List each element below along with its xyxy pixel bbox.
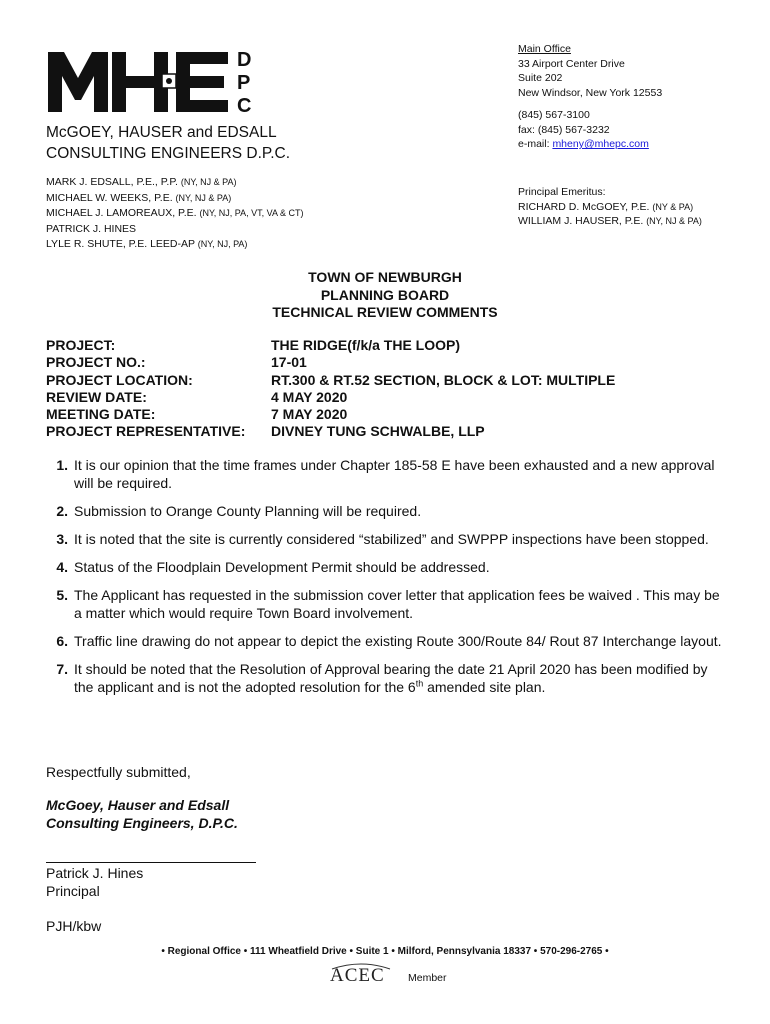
emeritus-item: RICHARD D. McGOEY, P.E. (NY & PA) (518, 200, 694, 213)
project-number-row: PROJECT NO.: 17-01 (46, 354, 307, 371)
comment-item: 2. Submission to Orange County Planning will be required. (56, 503, 422, 519)
email-line: e-mail: mheny@mhepc.com (518, 138, 649, 150)
principal-emeritus (518, 185, 702, 229)
office-address (518, 42, 662, 152)
signature-line (46, 862, 256, 863)
project-info (46, 337, 615, 441)
title-line: PLANNING BOARD (320, 286, 450, 303)
mhe-logo (48, 44, 263, 116)
project-location-row: PROJECT LOCATION: RT.300 & RT.52 SECTION, BLOCK & LOT: MULTIPLE (46, 371, 616, 388)
project-representative-row: PROJECT REPRESENTATIVE: DIVNEY TUNG SCHWALBE, LLP (46, 423, 485, 440)
comment-item: 6. Traffic line drawing do not appear to depict the existing Route 300/Route 84/ Rout 87 Interchange layout. (56, 633, 722, 649)
comment-item: 1. It is our opinion that the time frames under Chapter 185-58 E have been exhausted and a new approval will be required. (56, 457, 715, 491)
signature-firm (46, 796, 238, 832)
emeritus-heading: Principal Emeritus: (518, 186, 606, 198)
firm-name: McGOEY, HAUSER and EDSALL (46, 124, 277, 141)
title-line: TOWN OF NEWBURGH (308, 269, 462, 285)
principal-item: MICHAEL J. LAMOREAUX, P.E. (NY, NJ, PA, VT, VA & CT) (46, 207, 304, 220)
logo-letter-d: D (237, 49, 252, 71)
logo-letter-h (112, 52, 168, 112)
project-row: PROJECT: THE RIDGE(f/k/a THE LOOP) (46, 337, 461, 353)
comment-item: 3. It is noted that the site is currently considered “stabilized” and SWPPP inspections have been stopped. (56, 531, 709, 547)
principal-item: LYLE R. SHUTE, P.E. LEED-AP (NY, NJ, PA) (46, 238, 248, 251)
meeting-date-row: MEETING DATE: 7 MAY 2020 (46, 406, 348, 423)
logo-letter-e (176, 52, 228, 112)
principal-item: MICHAEL W. WEEKS, P.E. (NY, NJ & PA) (46, 191, 232, 204)
phone-number: (845) 567-3100 (518, 109, 590, 121)
logo-letter-p: P (237, 72, 251, 94)
comment-item: 5. The Applicant has requested in the submission cover letter that application fees be waived . This may be a matter which would require Town Board involvement. (56, 587, 720, 621)
emeritus-item: WILLIAM J. HAUSER, P.E. (NY, NJ & PA) (518, 215, 702, 227)
signer-title: Principal (46, 883, 100, 899)
firm-subtitle: CONSULTING ENGINEERS D.P.C. (46, 145, 291, 162)
acec-logo: ACEC (330, 965, 385, 986)
office-heading: Main Office (518, 43, 571, 55)
address-line: 33 Airport Center Drive (518, 57, 625, 70)
review-date-row: REVIEW DATE: 4 MAY 2020 (46, 388, 348, 405)
document-title (0, 269, 770, 322)
review-comments (46, 456, 726, 706)
member-label: Member (408, 972, 447, 984)
address-line: Suite 202 (518, 72, 563, 84)
signer-name: Patrick J. Hines (46, 865, 144, 881)
comment-item: 4. Status of the Floodplain Development Permit should be addressed. (56, 559, 490, 575)
closing-line: Respectfully submitted, (46, 764, 191, 780)
principal-item: PATRICK J. HINES (46, 222, 137, 235)
email-link[interactable]: mheny@mhepc.com (552, 138, 649, 150)
fax-number: fax: (845) 567-3232 (518, 123, 610, 136)
logo-letter-c: C (237, 95, 252, 116)
title-line: TECHNICAL REVIEW COMMENTS (272, 304, 498, 320)
comment-item: 7. It should be noted that the Resolution of Approval bearing the date 21 April 2020 has been modified by the applicant and is not the adopted resolution for the 6th amended site plan. (56, 661, 708, 695)
principals-list (46, 175, 304, 253)
address-line: New Windsor, New York 12553 (518, 86, 663, 99)
signature-firm-line: McGoey, Hauser and Edsall (46, 797, 230, 813)
signature-firm-line: Consulting Engineers, D.P.C. (46, 815, 238, 831)
principal-item: MARK J. EDSALL, P.E., P.P. (NY, NJ & PA) (46, 176, 237, 188)
logo-letter-m (48, 52, 108, 112)
regional-office-footer: • Regional Office • 111 Wheatfield Drive • Suite 1 • Milford, Pennsylvania 18337 • 570-296-2765 • (161, 946, 609, 957)
signer-block (46, 864, 143, 900)
typist-initials: PJH/kbw (46, 918, 102, 934)
